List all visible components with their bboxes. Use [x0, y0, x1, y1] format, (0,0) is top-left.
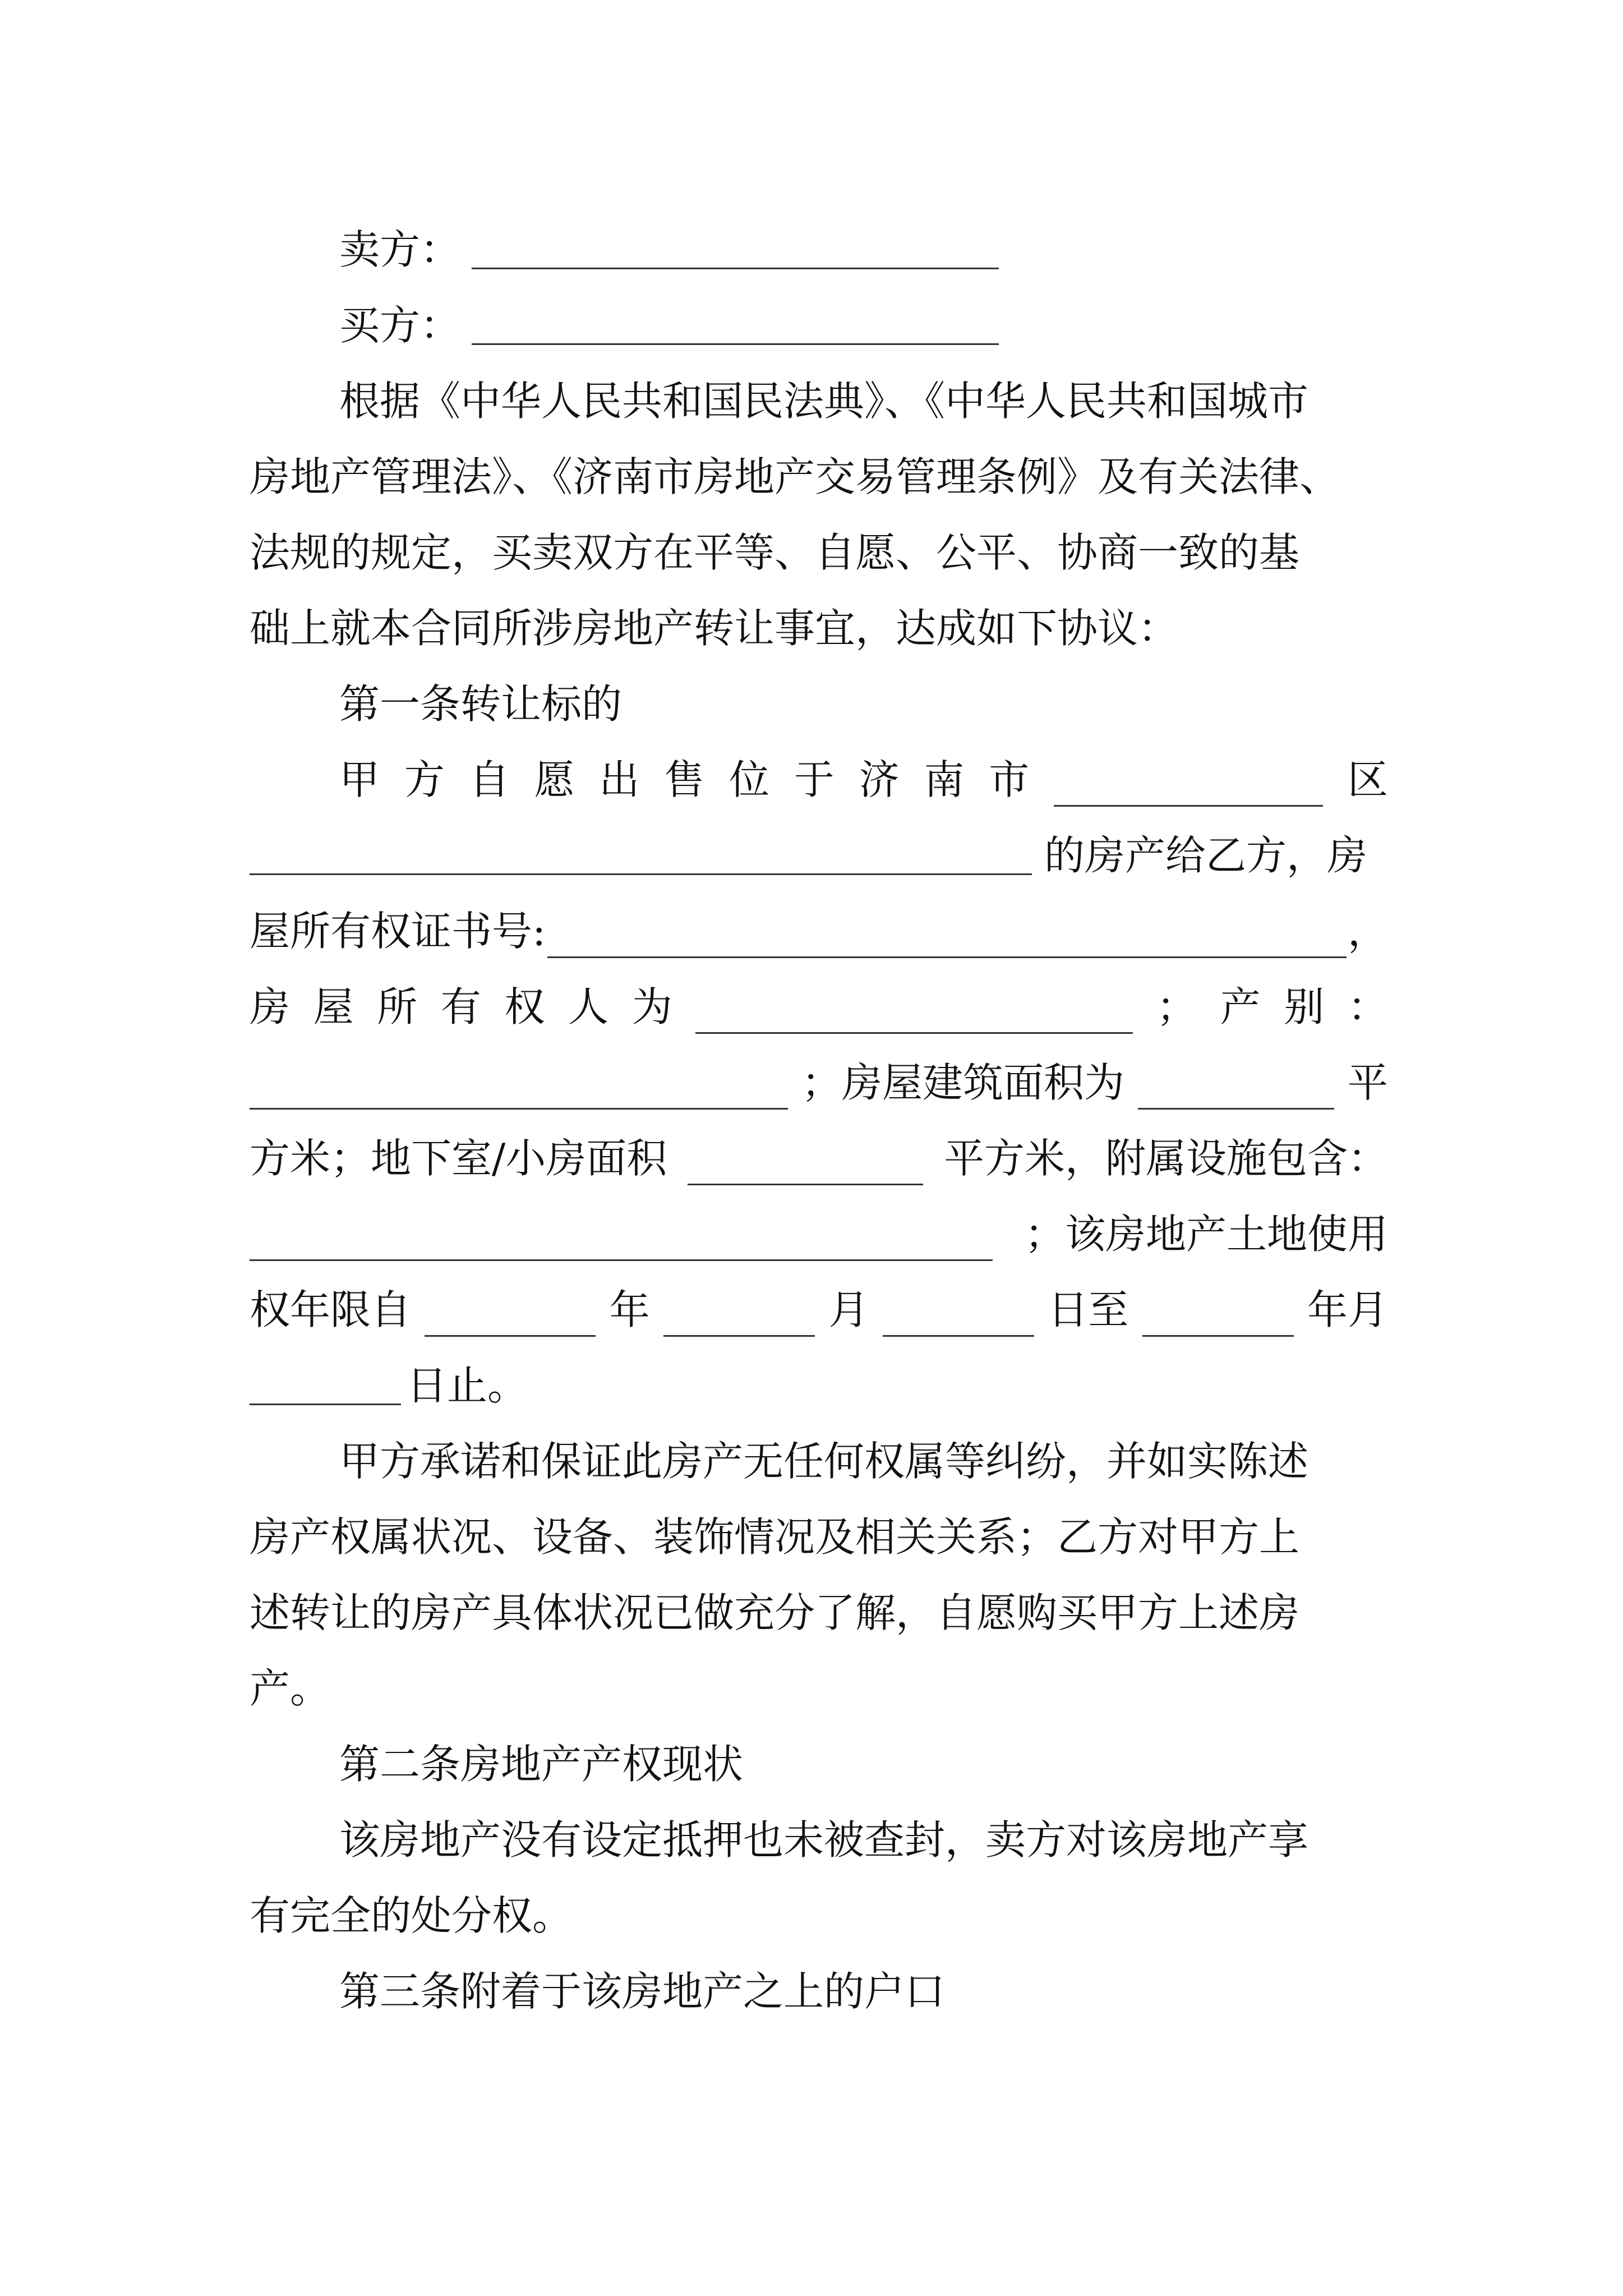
preamble-line-2: 房地产管理法》、《济南市房地产交易管理条例》及有关法律、: [250, 453, 1340, 500]
article1-line-4: [250, 973, 1388, 1041]
seller-line: [339, 216, 1388, 283]
text-segment: ；房屋建筑面积为: [801, 1059, 1124, 1106]
owner-blank[interactable]: [695, 981, 1133, 1034]
article1-para2-line-3: 述转让的房产具体状况已做充分了解，自愿购买甲方上述房: [250, 1589, 1300, 1636]
text-char: 自: [469, 756, 510, 803]
floor-area-blank[interactable]: [1138, 1056, 1334, 1110]
article1-line-2: [250, 822, 1388, 889]
article1-para2-line-4: 产。: [250, 1665, 331, 1712]
article1-line-9: [250, 1352, 1388, 1419]
seller-blank[interactable]: [472, 216, 999, 269]
text-char: 年: [609, 1286, 650, 1333]
text-segment: 权年限自: [250, 1286, 412, 1333]
text-char: 所: [377, 983, 418, 1030]
article1-line-6: [250, 1125, 1388, 1192]
article2-line-2: 有完全的处分权。: [250, 1892, 573, 1939]
article1-line-7: [250, 1200, 1388, 1268]
text-char: 济: [859, 756, 900, 803]
article1-line-3: [250, 898, 1388, 965]
article1-line-1: [339, 746, 1388, 813]
text-segment: 屋所有权证书号:: [250, 908, 546, 955]
start-month-blank[interactable]: [663, 1283, 815, 1337]
article1-para2-line-2: 房产权属状况、设备、装饰情况及相关关系；乙方对甲方上: [250, 1513, 1300, 1561]
text-segment: 的房产给乙方，房: [1044, 832, 1368, 879]
text-char: 南: [924, 756, 965, 803]
text-char: 房: [250, 983, 291, 1030]
text-char: 为: [631, 983, 672, 1030]
text-char: 平: [1347, 1059, 1388, 1106]
text-char: 月: [828, 1286, 869, 1333]
start-day-blank[interactable]: [883, 1283, 1034, 1337]
text-char: 方: [404, 756, 445, 803]
article3-title: 第三条附着于该房地产之上的户口: [339, 1968, 946, 2015]
text-char: ；: [1156, 983, 1197, 1030]
text-char: 权: [504, 983, 545, 1030]
article1-title: 第一条转让标的: [339, 680, 623, 728]
buyer-label: 买方：: [339, 302, 461, 349]
text-char: 愿: [534, 756, 575, 803]
article1-line-8: [250, 1276, 1388, 1343]
preamble-line-1: 根据《中华人民共和国民法典》、《中华人民共和国城市: [339, 378, 1309, 425]
address-blank[interactable]: [250, 822, 1032, 875]
buyer-blank[interactable]: [472, 292, 999, 345]
text-char: 别: [1284, 983, 1325, 1030]
district-blank[interactable]: [1054, 753, 1323, 807]
text-char: 出: [599, 756, 640, 803]
certificate-number-blank[interactable]: [547, 905, 1347, 958]
text-segment: 平方米，附属设施包含：: [943, 1135, 1388, 1182]
text-segment: ；该房地产土地使用: [1024, 1211, 1388, 1258]
text-char: 产: [1220, 983, 1261, 1030]
text-char: 甲: [339, 756, 380, 803]
text-char: 售: [664, 756, 705, 803]
text-char: ，: [1347, 908, 1388, 955]
text-segment: 日至: [1048, 1286, 1129, 1333]
preamble-line-4: 础上就本合同所涉房地产转让事宜，达成如下协议：: [250, 605, 1179, 652]
article2-line-1: 该房地产没有设定抵押也未被查封，卖方对该房地产享: [339, 1816, 1309, 1864]
end-day-blank[interactable]: [250, 1352, 401, 1405]
text-char: 屋: [313, 983, 354, 1030]
text-segment: 日止。: [407, 1362, 528, 1409]
seller-label: 卖方：: [339, 226, 461, 273]
end-year-blank[interactable]: [1142, 1283, 1294, 1337]
text-char: 有: [440, 983, 481, 1030]
text-char: 人: [568, 983, 609, 1030]
text-char: 于: [794, 756, 834, 803]
basement-area-blank[interactable]: [688, 1132, 923, 1185]
text-char: 位: [728, 756, 769, 803]
facilities-blank[interactable]: [250, 1208, 993, 1261]
text-segment: 方米；地下室/小房面积: [250, 1135, 667, 1182]
article1-para2-line-1: 甲方承诺和保证此房产无任何权属等纠纷，并如实陈述: [339, 1438, 1309, 1485]
text-char: 市: [989, 756, 1030, 803]
text-char: 区: [1347, 756, 1388, 803]
article2-title: 第二条房地产产权现状: [339, 1741, 744, 1788]
start-year-blank[interactable]: [425, 1283, 596, 1337]
property-type-blank[interactable]: [250, 1056, 788, 1110]
text-segment: 年月: [1307, 1286, 1388, 1333]
article1-line-5: [250, 1049, 1388, 1116]
preamble-line-3: 法规的规定，买卖双方在平等、自愿、公平、协商一致的基: [250, 529, 1300, 576]
buyer-line: [339, 292, 1388, 359]
text-char: ：: [1347, 983, 1388, 1030]
